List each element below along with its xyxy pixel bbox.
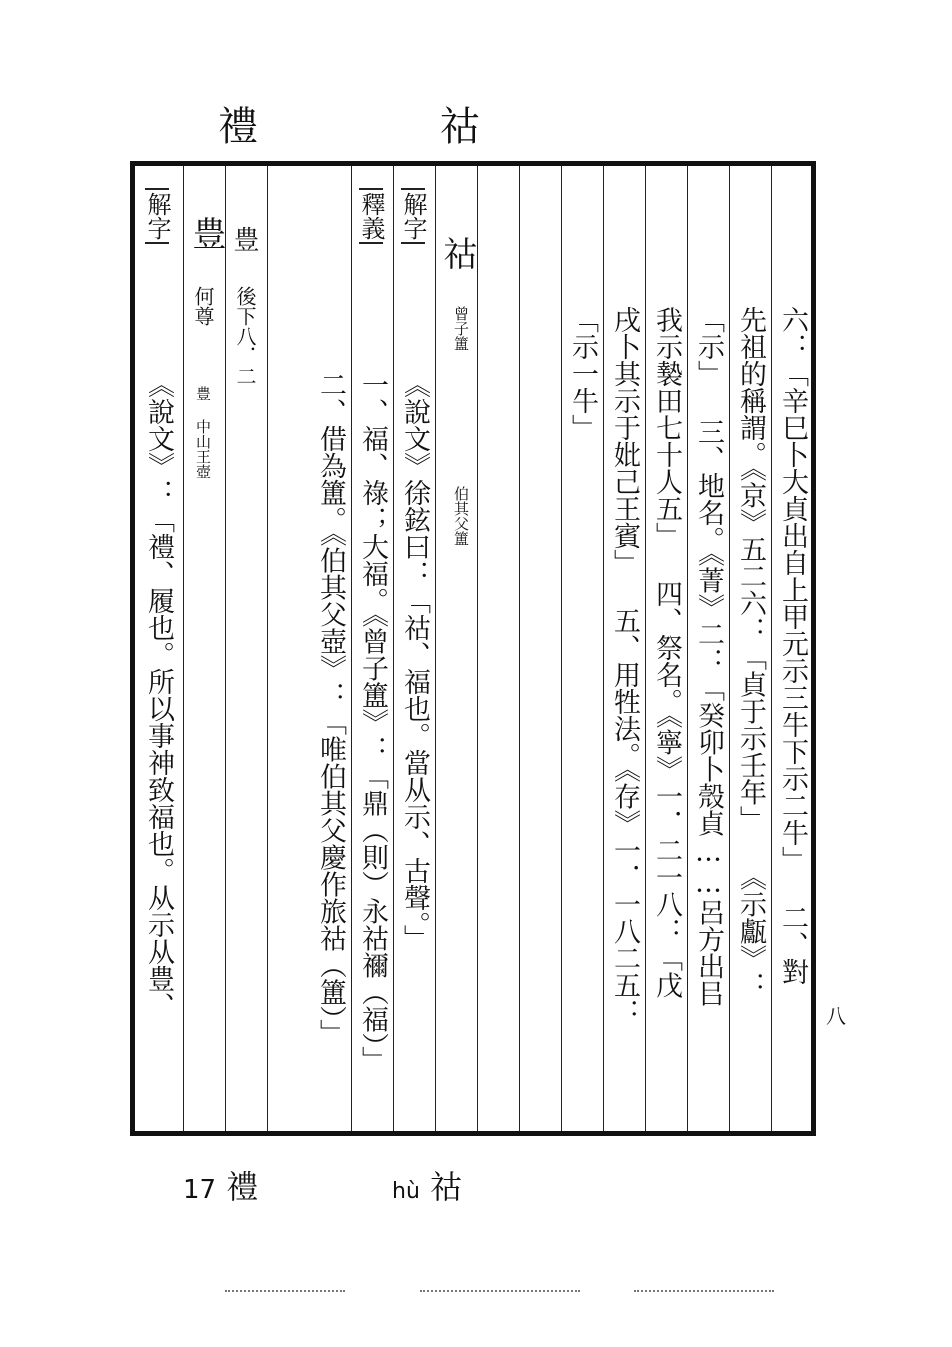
header-char-left: 禮 [218, 104, 260, 150]
column-rule [435, 166, 436, 1131]
page-number: 八 [826, 1004, 846, 1028]
footer-number: 17 [183, 1175, 217, 1205]
source-name: 豊 中山王壺 [194, 386, 212, 479]
source-name: 何尊 [191, 286, 215, 326]
column-rule [351, 166, 352, 1131]
footer-left-char: 禮 [226, 1168, 259, 1206]
scan-artifact-line [225, 1290, 345, 1292]
text-column: 《說文》：「禮、履也。所以事神致福也。从示从豊、 [143, 371, 174, 1019]
section-tag: 解字 [145, 188, 169, 244]
column-rule [729, 166, 730, 1131]
entry-glyph: 豊 [186, 216, 226, 250]
vessel-name: 曾子簠 [452, 306, 470, 351]
footer-left [183, 1162, 258, 1208]
text-column: 一、福、祿；大福。《曾子簠》：「鼎（則）永祜禰（福）」 [357, 371, 388, 1073]
text-column: 二、借為簠。《伯其父壺》：「唯伯其父慶作旅祜（簠）」 [315, 371, 346, 1046]
text-frame [130, 161, 816, 1136]
source-name: 後下八．二 [233, 286, 257, 386]
text-column: 我示褺田七十人五」 四、祭名。《寧》一．二一八：「戊 [651, 306, 682, 999]
footer-pinyin: hù [392, 1179, 420, 1204]
text-column: 六：「辛巳卜大貞出自上甲元示三牛下示二牛」 二、對 [777, 306, 808, 985]
section-tag: 釋義 [359, 188, 383, 244]
text-column: 先祖的稱謂。《京》五二六：「貞于示壬年」 《示甗》： [735, 306, 766, 999]
text-column: 「示一牛」 [567, 306, 598, 441]
scan-artifact-line [634, 1290, 774, 1292]
column-rule [603, 166, 604, 1131]
section-tag: 解字 [401, 188, 425, 244]
column-rule [393, 166, 394, 1131]
column-rule [225, 166, 226, 1131]
column-rule [771, 166, 772, 1131]
vessel-name: 伯其父簠 [452, 486, 470, 546]
column-rule [183, 166, 184, 1131]
footer-right-char: 祜 [430, 1168, 463, 1206]
column-rule [561, 166, 562, 1131]
column-rule [477, 166, 478, 1131]
column-rule [645, 166, 646, 1131]
text-column: 「示」 三、地名。《菁》二：「癸卯卜殼貞……呂方出㠯 [693, 306, 724, 1007]
header-char-right: 祜 [440, 104, 482, 150]
column-rule [267, 166, 268, 1131]
footer-right [392, 1162, 462, 1208]
entry-glyph: 祜 [437, 236, 477, 270]
text-column: 戌卜其示于妣己王賓」 五、用牲法。《存》一．一八二五： [609, 306, 640, 1026]
scan-artifact-line [420, 1290, 580, 1292]
column-rule [687, 166, 688, 1131]
text-column: 《說文》徐鉉曰：「祜、福也。當从示、古聲。」 [399, 371, 430, 952]
entry-glyph: 豊 [229, 226, 259, 252]
column-rule [519, 166, 520, 1131]
